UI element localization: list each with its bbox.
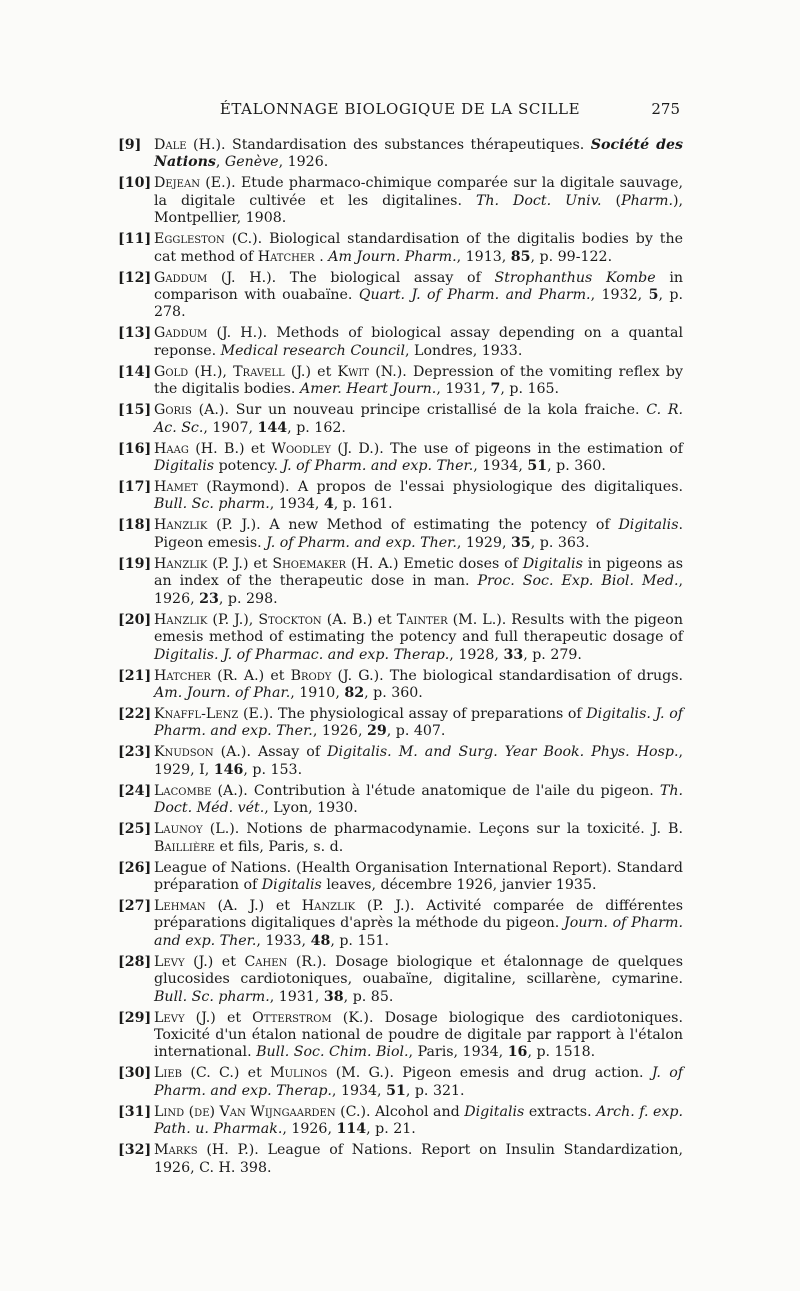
reference-text: 23	[199, 590, 219, 607]
reference-text: (J.) et	[193, 953, 245, 970]
reference-entry	[118, 1104, 683, 1139]
reference-text: 51	[386, 1082, 406, 1099]
reference-text: (K.). Dosage biologique des cardiotoniques. Toxicité d'un étalon national de poudre de digitale par rapport à l'étalon international.	[154, 1009, 683, 1061]
reference-text: Digitalis	[618, 517, 679, 534]
reference-entry	[118, 441, 683, 476]
reference-text: (C.). Biological standardisation of the digitalis bodies by the cat method of	[154, 231, 684, 265]
reference-author: Dale	[154, 137, 187, 153]
reference-text: 48	[310, 932, 331, 949]
reference-text: (L.). Notions de pharmacodynamie. Leçons sur la toxicité. J. B.	[209, 821, 683, 838]
reference-text: , 1931,	[269, 988, 324, 1005]
reference-entry	[118, 1065, 683, 1100]
reference-entry	[118, 898, 683, 950]
reference-author: Lehman	[154, 897, 206, 914]
reference-number: [11]	[118, 231, 152, 248]
reference-number: [15]	[118, 402, 152, 419]
reference-text: (C. C.) et	[190, 1065, 271, 1082]
reference-text: Digitalis. J. of Pharmac. and exp. Therap.	[154, 646, 450, 663]
reference-author: Brody	[290, 667, 332, 684]
reference-text: potency.	[214, 458, 283, 475]
reference-author: Launoy	[154, 821, 203, 838]
reference-text: Digitalis	[154, 458, 215, 475]
reference-text: , p. 321.	[405, 1082, 465, 1099]
reference-text: Proc. Soc. Exp. Biol. Med.	[477, 573, 679, 590]
reference-entry	[118, 783, 683, 818]
reference-text: (R.). Dosage biologique et étalonnage de quelques glucosides cardiotoniques, ouabaïne, digitaline, scillarène, cymarine.	[154, 953, 683, 988]
reference-text: Strophanthus Kombe	[494, 269, 656, 286]
reference-text: (A.). Contribution à l'étude anatomique de l'aile du pigeon.	[217, 782, 660, 799]
reference-text: Amer. Heart Journ.	[299, 381, 437, 398]
reference-text: Medical research Council	[220, 342, 406, 359]
reference-text: 7	[490, 381, 501, 398]
reference-text: League of Nations. (Health Organisation International Report). Standard préparation of	[154, 859, 683, 893]
reference-author: Travell	[233, 363, 285, 380]
reference-author: Gaddum	[154, 325, 208, 342]
reference-author: Lieb	[154, 1065, 183, 1082]
reference-text: (E.). Etude pharmaco-chimique comparée sur la digitale sauvage, la digitale cultivée et les digitalines.	[154, 175, 683, 209]
reference-text: , 1910,	[290, 684, 345, 701]
reference-author: Stockton	[258, 611, 322, 628]
reference-text: Bull. Sc. pharm.	[154, 496, 270, 513]
reference-text: extracts.	[524, 1103, 597, 1120]
reference-number: [29]	[118, 1009, 152, 1026]
reference-text: et fils, Paris, s. d.	[219, 838, 344, 855]
reference-number: [25]	[118, 821, 152, 838]
reference-author: Hatcher	[154, 667, 211, 684]
reference-author: Goris	[154, 402, 192, 419]
reference-text: 33	[503, 646, 524, 663]
reference-number: [9]	[118, 137, 142, 153]
reference-text: , p. 1518.	[527, 1044, 596, 1061]
reference-text: (H. B.) et	[195, 440, 272, 457]
reference-author: Haag	[154, 440, 189, 457]
reference-text: (J. G.). The biological standardisation of drugs.	[337, 667, 683, 684]
reference-number: [16]	[118, 440, 152, 457]
reference-entry	[118, 231, 683, 266]
reference-text: (M. L.). Results with the pigeon emesis method of estimating the potency and full therapeutic dosage of	[154, 611, 683, 646]
reference-text: 146	[213, 761, 244, 778]
reference-entry	[118, 517, 683, 552]
reference-text: 16	[507, 1044, 528, 1061]
reference-author: Hanzlik	[154, 611, 208, 628]
reference-text: , p. 162.	[287, 419, 346, 436]
reference-text: , p. 279.	[523, 646, 582, 663]
reference-text: (Raymond). A propos de l'essai physiologique des digitaliques.	[206, 479, 683, 496]
reference-text: Genève	[224, 154, 279, 171]
reference-author: Kwit	[337, 363, 369, 380]
reference-author: Baillière	[154, 838, 215, 855]
reference-text: , 1928,	[449, 646, 504, 663]
reference-number: [10]	[118, 175, 152, 192]
reference-number: [22]	[118, 705, 152, 722]
reference-text: in pigeons as an index of the therapeutic dose in man.	[154, 555, 683, 590]
reference-text: J. of Pharm. and exp. Ther.	[282, 458, 474, 475]
reference-number: [12]	[118, 269, 152, 286]
reference-number: [14]	[118, 363, 152, 380]
reference-text: , p. 21.	[366, 1121, 416, 1138]
reference-text: 5	[648, 287, 659, 304]
reference-author: Hanzlik	[154, 517, 208, 534]
reference-entry	[118, 270, 683, 322]
reference-text: 51	[527, 458, 548, 475]
reference-entry	[118, 1142, 683, 1177]
reference-text: J. of Pharm. and exp. Ther.	[266, 534, 457, 551]
reference-author: Marks	[154, 1142, 198, 1159]
reference-author: Lacombe	[154, 782, 212, 799]
reference-entry	[118, 402, 683, 437]
reference-text: , Londres, 1933.	[405, 342, 523, 359]
reference-text: 29	[366, 723, 387, 740]
reference-text: , 1929, I,	[154, 744, 683, 778]
running-header	[0, 100, 800, 122]
reference-text: (J.) et	[195, 1009, 253, 1026]
reference-text: , p. 99-122.	[530, 248, 613, 265]
reference-text: Digitalis	[261, 876, 322, 893]
reference-text: (A.). Assay of	[220, 744, 328, 761]
reference-text: , p. 151.	[330, 932, 390, 949]
reference-author: Dejean	[154, 175, 200, 192]
reference-entry	[118, 821, 683, 856]
reference-number: [19]	[118, 555, 152, 572]
reference-number: [13]	[118, 325, 152, 342]
reference-author: Cahen	[244, 953, 288, 970]
reference-text: , 1926,	[312, 723, 367, 740]
reference-text: , 1926,	[282, 1121, 337, 1138]
reference-text: (J.) et	[290, 363, 338, 380]
reference-text: , p. 153.	[243, 761, 303, 778]
reference-author: Hamet	[154, 479, 198, 496]
reference-text: , 1929,	[456, 534, 511, 551]
reference-entry	[118, 1010, 683, 1062]
reference-number: [20]	[118, 611, 152, 628]
reference-text: , 1926,	[154, 573, 683, 607]
reference-entry	[118, 954, 683, 1006]
reference-text: (J. D.). The use of pigeons in the estimation of	[337, 440, 684, 457]
reference-text: Th. Doct. Méd. vét.	[154, 782, 683, 817]
reference-text: Digitalis	[464, 1103, 525, 1120]
header-title: ÉTALONNAGE BIOLOGIQUE DE LA SCILLE	[219, 100, 581, 118]
reference-author: Eggleston	[154, 231, 225, 248]
reference-author: Levy	[154, 1009, 185, 1026]
reference-text: in comparison with ouabaïne.	[154, 269, 684, 304]
reference-text: (A. J.) et	[217, 897, 302, 914]
reference-text: , p. 363.	[530, 534, 590, 551]
reference-text: 144	[257, 419, 288, 436]
reference-text: 38	[323, 988, 344, 1005]
reference-text: 114	[336, 1121, 367, 1138]
reference-author: Mulinos	[270, 1065, 328, 1082]
reference-number: [32]	[118, 1142, 152, 1159]
reference-text: .	[319, 248, 329, 265]
reference-text: , Lyon, 1930.	[264, 800, 358, 817]
reference-text: , p. 407.	[386, 723, 446, 740]
reference-text: (	[601, 192, 622, 209]
reference-number: [21]	[118, 667, 152, 684]
reference-number: [17]	[118, 479, 152, 496]
reference-author: Tainter	[396, 611, 448, 628]
reference-text: , 1913,	[456, 248, 511, 265]
reference-text: 85	[510, 248, 531, 265]
reference-text: . Pigeon emesis.	[154, 517, 684, 551]
reference-text: (P. J.) et	[212, 555, 273, 572]
reference-list	[118, 137, 683, 1181]
reference-text: Journ. of Pharm. and exp. Ther.	[154, 915, 683, 949]
reference-text: Th. Doct. Univ.	[475, 192, 602, 209]
reference-text: (C.). Alcohol and	[340, 1103, 465, 1120]
reference-text: (H. A.) Emetic doses of	[350, 555, 523, 572]
reference-text: (H.). Standardisation des substances thérapeutiques.	[193, 137, 591, 153]
reference-author: Shoemaker	[272, 555, 347, 572]
reference-text: (M. G.). Pigeon emesis and drug action.	[335, 1065, 652, 1082]
reference-author: Levy	[154, 953, 185, 970]
reference-number: [18]	[118, 517, 152, 534]
reference-text: , 1934,	[473, 458, 528, 475]
reference-text: 4	[323, 496, 334, 513]
reference-text: , 1934,	[269, 496, 324, 513]
reference-number: [23]	[118, 744, 152, 761]
reference-number: [24]	[118, 782, 152, 799]
reference-text: 82	[344, 684, 365, 701]
reference-entry	[118, 744, 683, 779]
reference-text: Digitalis. M. and Surg. Year Book. Phys. Hosp.	[327, 744, 679, 761]
reference-text: , 1907,	[203, 419, 258, 436]
reference-text: Quart. J. of Pharm. and Pharm.	[358, 287, 591, 304]
reference-text: (E.). The physiological assay of preparations of	[242, 705, 587, 722]
reference-text: C. R. Ac. Sc.	[154, 402, 684, 436]
reference-text: (N.). Depression of the vomiting reflex by the digitalis bodies.	[154, 363, 683, 398]
reference-number: [27]	[118, 897, 152, 914]
reference-text: , 1933,	[256, 932, 311, 949]
reference-text: , Paris, 1934,	[408, 1044, 508, 1061]
reference-text: , p. 165.	[500, 381, 560, 398]
reference-text: (P. J.). Activité comparée de différentes préparations digitaliques d'après la méthode du pigeon.	[154, 897, 684, 932]
reference-text: Pharm.	[621, 192, 673, 209]
reference-text: , p. 278.	[154, 287, 683, 321]
reference-text: , p. 298.	[218, 590, 278, 607]
reference-entry	[118, 137, 683, 172]
reference-text: 35	[511, 534, 531, 551]
reference-text: (A.). Sur un nouveau principe cristallisé de la kola fraiche.	[198, 402, 647, 419]
reference-text: (R. A.) et	[217, 667, 291, 684]
reference-text: , p. 360.	[547, 458, 606, 475]
reference-text: (J. H.). The biological assay of	[220, 269, 495, 286]
reference-author: Otterstrom	[252, 1009, 332, 1026]
reference-entry	[118, 706, 683, 741]
reference-entry	[118, 612, 683, 664]
reference-text: (J. H.). Methods of biological assay depending on a quantal reponse.	[154, 325, 683, 359]
reference-text: Am. Journ. of Phar.	[154, 684, 291, 701]
reference-text: , 1926.	[278, 154, 329, 171]
reference-text: Bull. Sc. pharm.	[154, 988, 270, 1005]
reference-number: [30]	[118, 1065, 152, 1082]
page-number: 275	[651, 100, 680, 118]
reference-text: Bull. Soc. Chim. Biol.	[256, 1044, 409, 1061]
reference-text: ), Montpellier, 1908.	[154, 192, 683, 227]
reference-number: [28]	[118, 953, 152, 970]
reference-text: , 1934,	[331, 1082, 387, 1099]
reference-text: (H. P.). League of Nations. Report on Insulin Standardization, 1926, C. H. 398.	[154, 1142, 683, 1176]
reference-entry	[118, 556, 683, 608]
reference-author: Gold	[154, 363, 189, 380]
reference-author: Gaddum	[154, 269, 208, 286]
reference-text: (A. B.) et	[326, 611, 397, 628]
reference-text: (H.),	[194, 363, 234, 380]
reference-text: J. of Pharm. and exp. Therap.	[154, 1065, 684, 1099]
reference-text: , p. 85.	[343, 988, 394, 1005]
reference-author: Hanzlik	[301, 897, 356, 914]
reference-entry	[118, 175, 683, 227]
reference-author: Lind (de) Van Wijngaarden	[154, 1103, 336, 1120]
reference-text: Digitalis. J. of Pharm. and exp. Ther.	[154, 705, 683, 740]
reference-text: Am Journ. Pharm.	[328, 248, 457, 265]
reference-text: ,	[215, 154, 225, 171]
reference-text: , 1932,	[590, 287, 649, 304]
reference-author: Hanzlik	[154, 555, 208, 572]
reference-text: Société des Nations	[154, 137, 683, 171]
reference-text: Digitalis	[522, 555, 583, 572]
reference-text: (P. J.),	[212, 611, 259, 628]
reference-entry	[118, 479, 683, 514]
reference-number: [26]	[118, 859, 152, 876]
reference-entry	[118, 325, 683, 360]
reference-text: leaves, décembre 1926, janvier 1935.	[321, 876, 597, 893]
reference-author: Knudson	[154, 744, 214, 761]
reference-entry	[118, 364, 683, 399]
reference-author: Knaffl-Lenz	[154, 705, 239, 722]
reference-author: Woodley	[271, 440, 331, 457]
reference-text: , p. 161.	[333, 496, 393, 513]
reference-author: Hatcher	[257, 248, 315, 265]
reference-entry	[118, 668, 683, 703]
reference-entry	[118, 860, 683, 895]
reference-text: , p. 360.	[364, 684, 423, 701]
reference-text: , 1931,	[436, 381, 491, 398]
reference-text: (P. J.). A new Method of estimating the potency of	[216, 517, 619, 534]
reference-number: [31]	[118, 1103, 152, 1120]
reference-text: Arch. f. exp. Path. u. Pharmak.	[154, 1103, 683, 1138]
